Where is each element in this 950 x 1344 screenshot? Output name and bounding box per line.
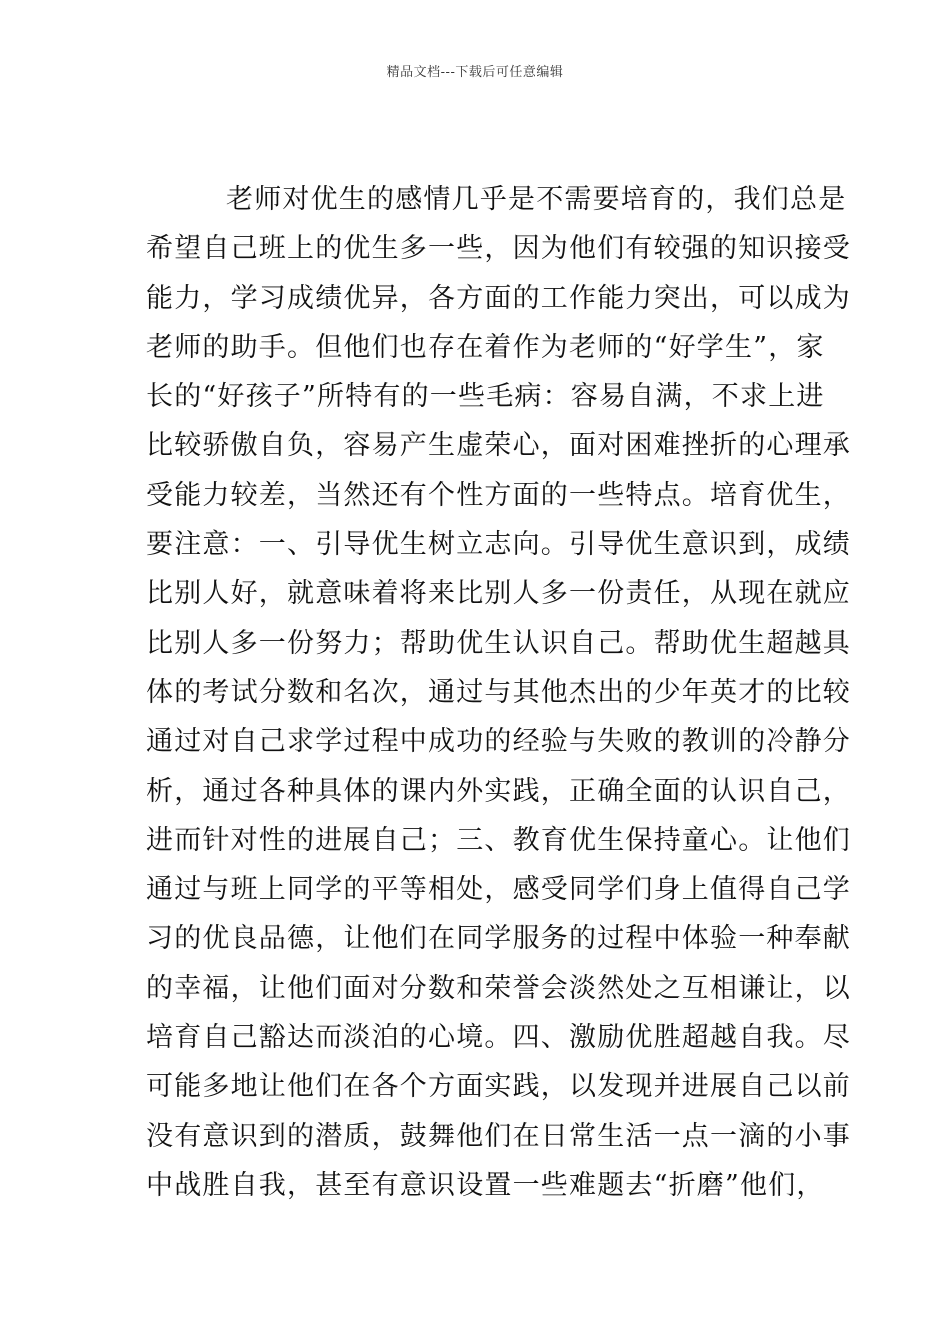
paragraph-line: 要注意：一、引导优生树立志向。引导优生意识到，成绩: [146, 529, 851, 561]
paragraph-line: 老师对优生的感情几乎是不需要培育的，我们总是: [226, 184, 847, 215]
paragraph-line: 的幸福，让他们面对分数和荣誉会淡然处之互相谦让，以: [146, 972, 851, 1004]
paragraph-line: 通过对自己求学过程中成功的经验与失败的教训的冷静分: [146, 726, 851, 758]
paragraph-line: 比较骄傲自负，容易产生虚荣心，面对困难挫折的心理承: [146, 430, 851, 462]
paragraph-line: 进而针对性的进展自己；三、教育优生保持童心。让他们: [146, 824, 851, 856]
paragraph-line: 比别人多一份努力；帮助优生认识自己。帮助优生超越具: [146, 627, 851, 659]
paragraph-line: 可能多地让他们在各个方面实践，以发现并进展自己以前: [146, 1071, 851, 1103]
paragraph-line: 能力，学习成绩优异，各方面的工作能力突出，可以成为: [146, 282, 851, 314]
paragraph-line: 通过与班上同学的平等相处，感受同学们身上值得自己学: [146, 874, 851, 906]
paragraph-line: 希望自己班上的优生多一些，因为他们有较强的知识接受: [146, 233, 851, 265]
paragraph-line: 培育自己豁达而淡泊的心境。四、激励优胜超越自我。尽: [146, 1022, 851, 1054]
paragraph-line: 体的考试分数和名次，通过与其他杰出的少年英才的比较: [146, 676, 851, 708]
paragraph-line: 长的“好孩子”所特有的一些毛病：容易自满，不求上进: [146, 381, 825, 413]
document-body: [146, 175, 851, 1210]
paragraph-line: 没有意识到的潜质，鼓舞他们在日常生活一点一滴的小事: [146, 1120, 851, 1152]
paragraph-line: 中战胜自我，甚至有意识设置一些难题去“折磨”他们，: [146, 1169, 825, 1201]
paragraph-line: 比别人好，就意味着将来比别人多一份责任，从现在就应: [146, 578, 851, 610]
paragraph-line: 习的优良品德，让他们在同学服务的过程中体验一种奉献: [146, 923, 851, 955]
page-header: 精品文档---下载后可任意编辑: [386, 65, 564, 80]
paragraph-line: 析，通过各种具体的课内外实践，正确全面的认识自己，: [146, 775, 851, 807]
paragraph-line: 老师的助手。但他们也存在着作为老师的“好学生”，家: [146, 331, 825, 363]
paragraph-line: 受能力较差，当然还有个性方面的一些特点。培育优生，: [146, 479, 851, 511]
